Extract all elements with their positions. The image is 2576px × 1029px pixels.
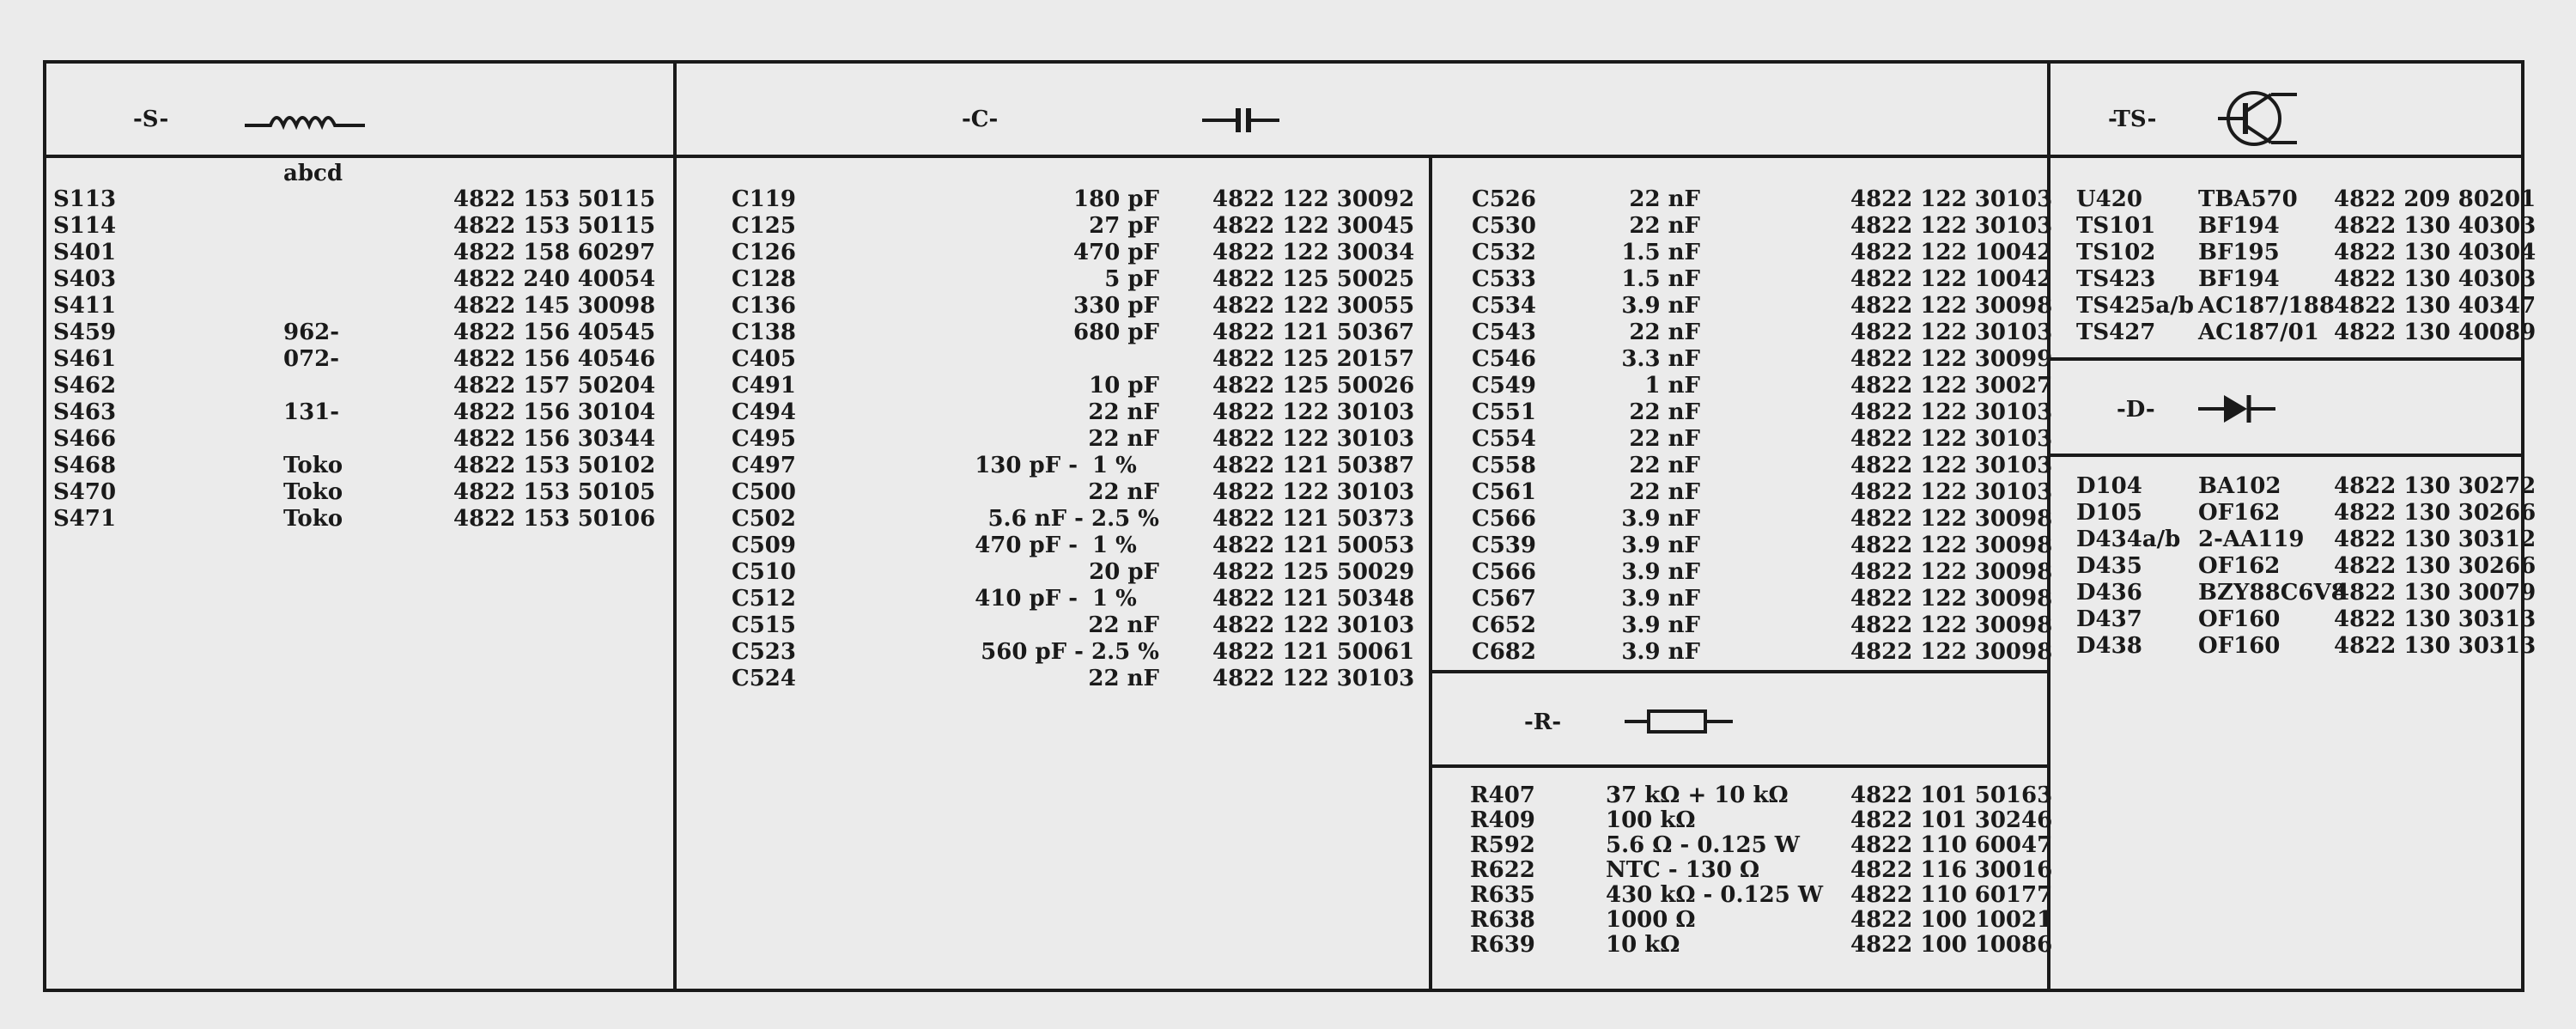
c-value: 22 nF <box>1088 479 1159 505</box>
c-code: 4822 121 50373 <box>1212 506 1415 532</box>
c-tol: 1 % <box>1092 453 1137 478</box>
c-code: 4822 122 30045 <box>1212 213 1415 239</box>
s-ref: S114 <box>53 213 117 239</box>
c-ref: C126 <box>732 240 796 265</box>
c-value: 3.9 nF <box>1621 506 1700 532</box>
d-top-rule <box>2047 357 2524 361</box>
c-tol: 1 % <box>1092 533 1137 558</box>
divider-s-c <box>673 60 677 992</box>
c-value: 3.9 nF <box>1621 559 1700 585</box>
s-code: 4822 156 40546 <box>453 346 656 372</box>
c-value: 1.5 nF <box>1621 240 1700 265</box>
r-code: 4822 101 30246 <box>1850 807 2053 833</box>
c-code: 4822 121 50387 <box>1212 453 1415 478</box>
d-ref: D436 <box>2076 580 2142 606</box>
ts-type: BF194 <box>2198 266 2280 292</box>
d-code: 4822 130 30312 <box>2334 527 2537 552</box>
c-ref: C515 <box>732 612 796 638</box>
r-value: 100 kΩ <box>1606 807 1696 833</box>
c-value: 410 pF - <box>975 586 1078 612</box>
ts-code: 4822 130 40303 <box>2334 213 2537 239</box>
s-code: 4822 153 50102 <box>453 453 656 478</box>
ts-code: 4822 130 40304 <box>2334 240 2537 265</box>
c-tol: 1 % <box>1092 586 1137 612</box>
r-code: 4822 100 10086 <box>1850 932 2053 958</box>
ts-ref: TS425a/b <box>2076 293 2194 319</box>
s-ref: S471 <box>53 506 117 532</box>
c-value: 470 pF <box>1073 240 1159 265</box>
s-ref: S459 <box>53 320 117 345</box>
s-note: Toko <box>283 506 343 532</box>
r-value: 10 kΩ <box>1606 932 1680 958</box>
r-ref: R639 <box>1470 932 1535 958</box>
c-code: 4822 122 30103 <box>1850 320 2053 345</box>
d-ref: D105 <box>2076 500 2142 526</box>
c-code: 4822 122 30098 <box>1850 293 2053 319</box>
c-value: 22 nF <box>1088 426 1159 452</box>
s-code: 4822 145 30098 <box>453 293 656 319</box>
c-code: 4822 122 30098 <box>1850 533 2053 558</box>
c-code: 4822 121 50061 <box>1212 639 1415 665</box>
c-code: 4822 125 50026 <box>1212 373 1415 399</box>
c-value: 10 pF <box>1089 373 1159 399</box>
r-code: 4822 100 10021 <box>1850 907 2053 933</box>
c-ref: C512 <box>732 586 796 612</box>
capacitor-icon <box>1198 101 1284 136</box>
c-ref: C491 <box>732 373 796 399</box>
c-ref: C566 <box>1472 559 1536 585</box>
r-ref: R409 <box>1470 807 1535 833</box>
ts-code: 4822 130 40303 <box>2334 266 2537 292</box>
ts-ref: TS427 <box>2076 320 2156 345</box>
c-code: 4822 122 30103 <box>1850 479 2053 505</box>
c-code: 4822 122 30034 <box>1212 240 1415 265</box>
ts-code: 4822 209 80201 <box>2334 186 2537 212</box>
c-value: 20 pF <box>1089 559 1159 585</box>
s-ref: S401 <box>53 240 117 265</box>
c-code: 4822 122 30098 <box>1850 559 2053 585</box>
c-value: 470 pF - <box>975 533 1078 558</box>
c-code: 4822 122 30103 <box>1850 213 2053 239</box>
r-header-rule <box>1429 764 2049 768</box>
c-value: 1 nF <box>1644 373 1700 399</box>
ts-ref: U420 <box>2076 186 2142 212</box>
r-value: 37 kΩ + 10 kΩ <box>1606 782 1789 808</box>
c-ref: C510 <box>732 559 796 585</box>
c-code: 4822 122 10042 <box>1850 240 2053 265</box>
r-code: 4822 116 30016 <box>1850 857 2053 883</box>
s-ref: S113 <box>53 186 117 212</box>
r-value: NTC - 130 Ω <box>1606 857 1760 883</box>
c-header-label: -C- <box>962 107 999 132</box>
s-code: 4822 157 50204 <box>453 373 656 399</box>
r-code: 4822 110 60047 <box>1850 832 2053 858</box>
c-value: 22 nF <box>1088 399 1159 425</box>
s-ref: S468 <box>53 453 117 478</box>
c-code: 4822 122 30103 <box>1212 612 1415 638</box>
d-ref: D435 <box>2076 553 2142 579</box>
s-ref: S411 <box>53 293 117 319</box>
r-code: 4822 101 50163 <box>1850 782 2053 808</box>
c-value: 22 nF <box>1629 213 1700 239</box>
s-note: Toko <box>283 479 343 505</box>
c-ref: C125 <box>732 213 796 239</box>
c-value: 3.9 nF <box>1621 293 1700 319</box>
s-code: 4822 240 40054 <box>453 266 656 292</box>
c-code: 4822 125 50025 <box>1212 266 1415 292</box>
d-type: OF160 <box>2198 633 2281 659</box>
r-ref: R635 <box>1470 882 1535 908</box>
c-ref: C554 <box>1472 426 1536 452</box>
c-ref: C532 <box>1472 240 1536 265</box>
c-ref: C138 <box>732 320 796 345</box>
c-code: 4822 125 50029 <box>1212 559 1415 585</box>
divider-c-cright <box>1429 155 1432 992</box>
c-ref: C494 <box>732 399 796 425</box>
resistor-icon <box>1623 704 1735 739</box>
d-ref: D438 <box>2076 633 2142 659</box>
c-value: 180 pF <box>1073 186 1159 212</box>
c-code: 4822 121 50348 <box>1212 586 1415 612</box>
c-code: 4822 122 30098 <box>1850 506 2053 532</box>
c-value: 5.6 nF - 2.5 % <box>987 506 1159 532</box>
c-ref: C526 <box>1472 186 1536 212</box>
c-value: 3.9 nF <box>1621 533 1700 558</box>
c-code: 4822 125 20157 <box>1212 346 1415 372</box>
ts-ref: TS423 <box>2076 266 2156 292</box>
s-code: 4822 153 50105 <box>453 479 656 505</box>
c-value: 22 nF <box>1088 666 1159 691</box>
d-type: OF162 <box>2198 500 2281 526</box>
d-type: BA102 <box>2198 473 2281 499</box>
c-ref: C566 <box>1472 506 1536 532</box>
c-ref: C558 <box>1472 453 1536 478</box>
s-code: 4822 156 40545 <box>453 320 656 345</box>
d-code: 4822 130 30313 <box>2334 633 2537 659</box>
ts-code: 4822 130 40089 <box>2334 320 2537 345</box>
r-top-rule <box>1429 670 2049 673</box>
d-ref: D104 <box>2076 473 2142 499</box>
c-value: 22 nF <box>1629 186 1700 212</box>
c-value: 22 nF <box>1629 453 1700 478</box>
c-code: 4822 122 30099 <box>1850 346 2053 372</box>
c-code: 4822 122 30103 <box>1850 399 2053 425</box>
c-value: 22 nF <box>1629 426 1700 452</box>
s-ref: S470 <box>53 479 117 505</box>
c-code: 4822 121 50053 <box>1212 533 1415 558</box>
s-ref: S462 <box>53 373 117 399</box>
r-value: 430 kΩ - 0.125 W <box>1606 882 1824 908</box>
d-code: 4822 130 30313 <box>2334 606 2537 632</box>
c-ref: C405 <box>732 346 796 372</box>
c-code: 4822 122 30103 <box>1212 479 1415 505</box>
s-code: 4822 156 30104 <box>453 399 656 425</box>
s-note: Toko <box>283 453 343 478</box>
c-code: 4822 122 30103 <box>1212 399 1415 425</box>
c-ref: C534 <box>1472 293 1536 319</box>
c-code: 4822 122 30098 <box>1850 639 2053 665</box>
s-code: 4822 158 60297 <box>453 240 656 265</box>
c-code: 4822 122 30098 <box>1850 612 2053 638</box>
d-code: 4822 130 30079 <box>2334 580 2537 606</box>
header-rule <box>43 155 2524 158</box>
c-value: 560 pF - 2.5 % <box>981 639 1159 665</box>
s-note: 072- <box>283 346 340 372</box>
d-code: 4822 130 30272 <box>2334 473 2537 499</box>
c-ref: C509 <box>732 533 796 558</box>
c-value: 680 pF <box>1073 320 1159 345</box>
s-code: 4822 153 50115 <box>453 213 656 239</box>
s-code: 4822 153 50115 <box>453 186 656 212</box>
c-ref: C530 <box>1472 213 1536 239</box>
c-ref: C119 <box>732 186 796 212</box>
ts-code: 4822 130 40347 <box>2334 293 2537 319</box>
s-code: 4822 156 30344 <box>453 426 656 452</box>
c-value: 27 pF <box>1089 213 1159 239</box>
r-value: 1000 Ω <box>1606 907 1696 933</box>
s-col-heading: abcd <box>283 161 343 186</box>
ts-type: TBA570 <box>2198 186 2298 212</box>
d-code: 4822 130 30266 <box>2334 553 2537 579</box>
c-code: 4822 122 30027 <box>1850 373 2053 399</box>
c-ref: C502 <box>732 506 796 532</box>
s-note: 962- <box>283 320 340 345</box>
c-value: 22 nF <box>1629 320 1700 345</box>
d-code: 4822 130 30266 <box>2334 500 2537 526</box>
ts-ref: TS102 <box>2076 240 2156 265</box>
diode-icon <box>2194 390 2280 428</box>
s-ref: S463 <box>53 399 117 425</box>
c-code: 4822 122 30103 <box>1212 426 1415 452</box>
d-header-rule <box>2047 454 2524 457</box>
ts-type: BF194 <box>2198 213 2280 239</box>
c-ref: C543 <box>1472 320 1536 345</box>
r-value: 5.6 Ω - 0.125 W <box>1606 832 1800 858</box>
s-header-label: -S- <box>133 107 169 132</box>
r-ref: R592 <box>1470 832 1535 858</box>
c-ref: C652 <box>1472 612 1536 638</box>
ts-type: AC187/188 <box>2198 293 2335 319</box>
ts-type: AC187/01 <box>2198 320 2319 345</box>
ts-ref: TS101 <box>2076 213 2156 239</box>
c-ref: C567 <box>1472 586 1536 612</box>
c-value: 22 nF <box>1088 612 1159 638</box>
r-ref: R407 <box>1470 782 1535 808</box>
d-header-label: -D- <box>2117 397 2155 423</box>
c-ref: C682 <box>1472 639 1536 665</box>
c-code: 4822 121 50367 <box>1212 320 1415 345</box>
c-code: 4822 122 30098 <box>1850 586 2053 612</box>
coil-icon <box>240 101 369 136</box>
r-header-label: -R- <box>1524 709 1562 735</box>
c-value: 22 nF <box>1629 399 1700 425</box>
s-ref: S466 <box>53 426 117 452</box>
c-code: 4822 122 30103 <box>1212 666 1415 691</box>
c-ref: C495 <box>732 426 796 452</box>
c-code: 4822 122 30103 <box>1850 453 2053 478</box>
c-value: 3.9 nF <box>1621 586 1700 612</box>
r-ref: R622 <box>1470 857 1535 883</box>
s-note: 131- <box>283 399 340 425</box>
c-value: 130 pF - <box>975 453 1078 478</box>
c-ref: C539 <box>1472 533 1536 558</box>
d-type: OF162 <box>2198 553 2281 579</box>
d-type: BZY88C6V8 <box>2198 580 2347 606</box>
s-code: 4822 153 50106 <box>453 506 656 532</box>
r-code: 4822 110 60177 <box>1850 882 2053 908</box>
c-ref: C549 <box>1472 373 1536 399</box>
c-ref: C524 <box>732 666 796 691</box>
r-ref: R638 <box>1470 907 1535 933</box>
c-code: 4822 122 30103 <box>1850 426 2053 452</box>
c-ref: C546 <box>1472 346 1536 372</box>
c-value: 3.3 nF <box>1621 346 1700 372</box>
c-ref: C523 <box>732 639 796 665</box>
c-ref: C561 <box>1472 479 1536 505</box>
d-ref: D434a/b <box>2076 527 2181 552</box>
d-type: OF160 <box>2198 606 2281 632</box>
c-code: 4822 122 30055 <box>1212 293 1415 319</box>
d-ref: D437 <box>2076 606 2142 632</box>
ts-type: BF195 <box>2198 240 2280 265</box>
c-value: 330 pF <box>1073 293 1159 319</box>
c-value: 3.9 nF <box>1621 639 1700 665</box>
c-ref: C128 <box>732 266 796 292</box>
c-ref: C136 <box>732 293 796 319</box>
c-value: 5 pF <box>1104 266 1159 292</box>
c-ref: C533 <box>1472 266 1536 292</box>
c-ref: C500 <box>732 479 796 505</box>
c-ref: C551 <box>1472 399 1536 425</box>
c-value: 3.9 nF <box>1621 612 1700 638</box>
s-ref: S461 <box>53 346 117 372</box>
c-ref: C497 <box>732 453 796 478</box>
c-code: 4822 122 30103 <box>1850 186 2053 212</box>
c-value: 1.5 nF <box>1621 266 1700 292</box>
c-value: 22 nF <box>1629 479 1700 505</box>
s-ref: S403 <box>53 266 117 292</box>
d-type: 2-AA119 <box>2198 527 2305 552</box>
c-code: 4822 122 10042 <box>1850 266 2053 292</box>
transistor-icon <box>2211 86 2306 151</box>
c-code: 4822 122 30092 <box>1212 186 1415 212</box>
ts-header-label: -TS- <box>2108 107 2157 132</box>
